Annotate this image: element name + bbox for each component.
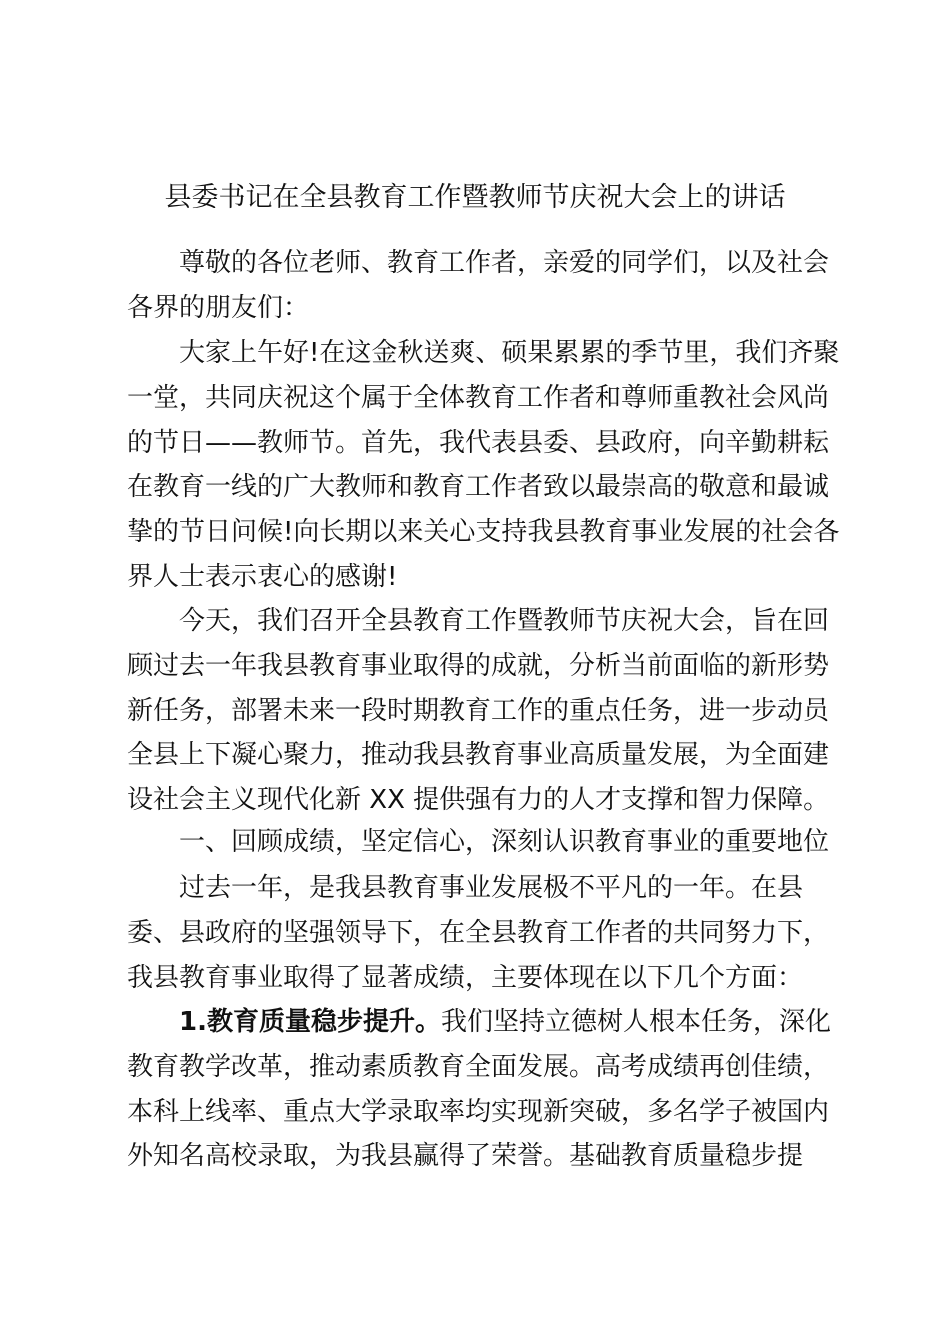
greeting-paragraph [127, 331, 840, 600]
text-line: 在教育一线的广大教师和教育工作者致以最崇高的敬意和最诚 [127, 472, 830, 503]
text-line: 挚的节日问候!向长期以来关心支持我县教育事业发展的社会各 [127, 517, 840, 548]
text-line: 一堂，共同庆祝这个属于全体教育工作者和尊师重教社会风尚 [127, 382, 830, 413]
text-line: 本科上线率、重点大学录取率均实现新突破，多名学子被国内 [127, 1096, 830, 1127]
text-line: 新任务，部署未来一段时期教育工作的重点任务，进一步动员 [127, 695, 830, 726]
text-line: 尊敬的各位老师、教育工作者，亲爱的同学们，以及社会 [179, 248, 830, 278]
text-line: 各界的朋友们： [127, 292, 310, 323]
text-line: 的节日——教师节。首先，我代表县委、县政府，向辛勤耕耘 [127, 427, 830, 458]
text-line: 设社会主义现代化新 XX 提供强有力的人才支撑和智力保障。 [127, 785, 830, 816]
text-line: 外知名高校录取，为我县赢得了荣誉。基础教育质量稳步提 [127, 1141, 804, 1172]
lead-continuation: 我们坚持立德树人根本任务，深化 [440, 1007, 831, 1037]
bold-lead: 1.教育质量稳步提升。 [179, 1007, 441, 1037]
text-line: 我县教育事业取得了显著成绩，主要体现在以下几个方面： [127, 962, 804, 993]
text-line: 界人士表示衷心的感谢! [127, 561, 398, 592]
salutation-paragraph [127, 241, 829, 331]
text-line: 顾过去一年我县教育事业取得的成就，分析当前面临的新形势 [127, 650, 830, 681]
purpose-paragraph [127, 599, 829, 823]
text-line: 大家上午好!在这金秋送爽、硕果累累的季节里，我们齐聚 [179, 338, 840, 368]
text-line: 过去一年，是我县教育事业发展极不平凡的一年。在县 [179, 873, 804, 903]
text-line: 教育教学改革，推动素质教育全面发展。高考成绩再创佳绩， [127, 1051, 830, 1082]
review-paragraph [127, 866, 829, 1000]
section-heading: 一、回顾成绩，坚定信心，深刻认识教育事业的重要地位 [179, 827, 830, 857]
text-line: 委、县政府的坚强领导下，在全县教育工作者的共同努力下， [127, 917, 830, 948]
document-title: 县委书记在全县教育工作暨教师节庆祝大会上的讲话 [164, 182, 786, 213]
text-line: 今天，我们召开全县教育工作暨教师节庆祝大会，旨在回 [179, 606, 830, 636]
quality-paragraph [127, 1000, 829, 1179]
text-line [127, 1000, 829, 1045]
text-line: 全县上下凝心聚力，推动我县教育事业高质量发展，为全面建 [127, 740, 830, 771]
